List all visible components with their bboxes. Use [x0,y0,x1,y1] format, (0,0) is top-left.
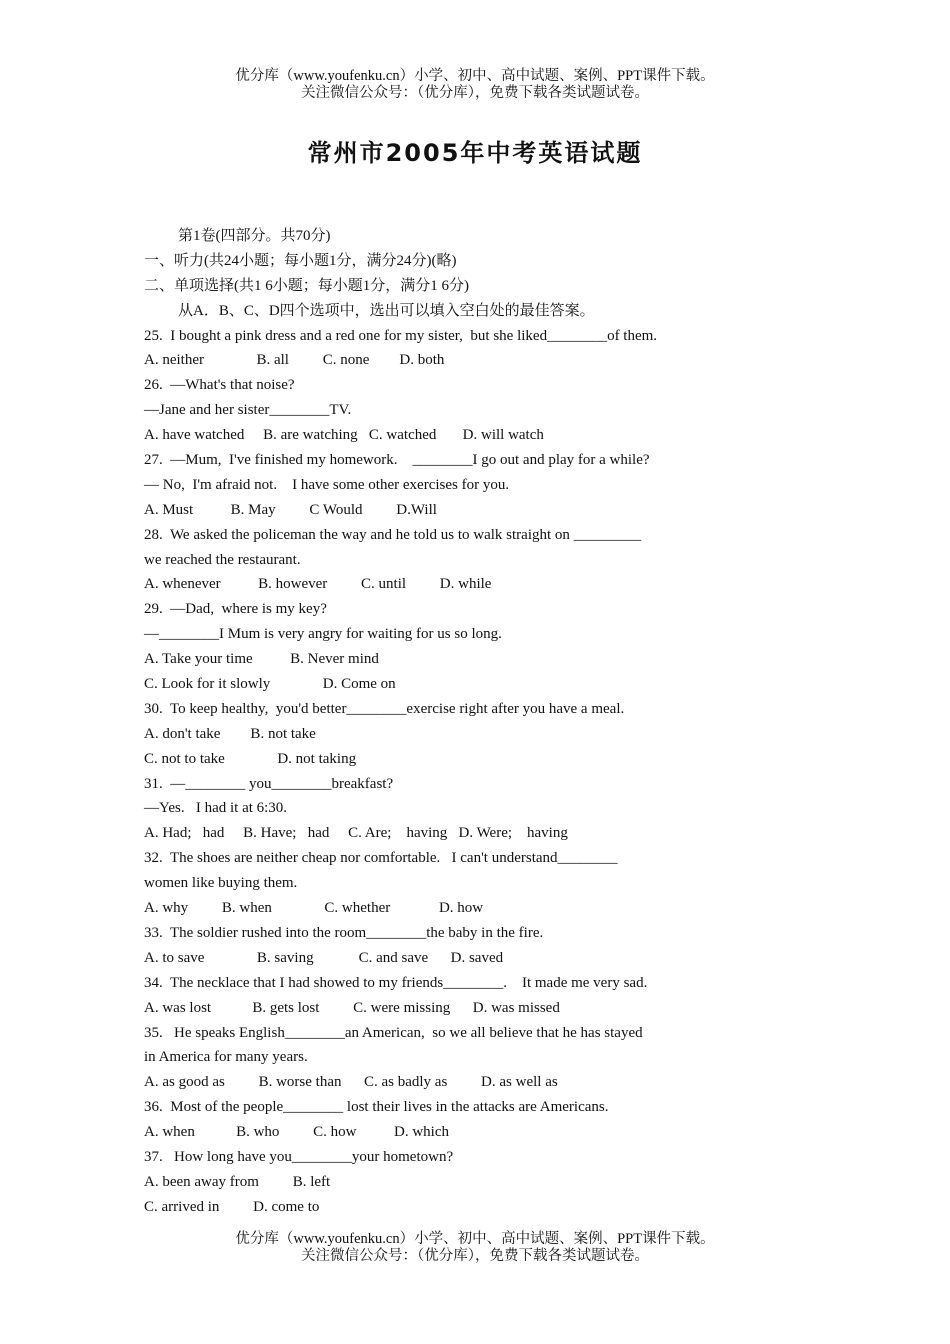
question-line: A. Take your time B. Never mind [144,651,379,668]
question-line: 30. To keep healthy, you'd better________exercise right after you have a meal. [144,700,625,717]
question-line: 27. —Mum, I've finished my homework. ________I go out and play for a while? [144,452,650,469]
question-line: 29. —Dad, where is my key? [144,601,327,618]
question-line: —Jane and her sister________TV. [144,402,352,419]
question-line: A. don't take B. not take [144,725,316,742]
exam-content [144,224,764,1220]
question-line: 28. We asked the policeman the way and he told us to walk straight on _________ [144,526,642,543]
question-line: —Yes. I had it at 6:30. [144,800,288,817]
page-title: 常州市2005年中考英语试题 [307,139,643,167]
question-line: A. Had; had B. Have; had C. Are; having D. Were; having [144,825,568,842]
header-line-1: 优分库（www.youfenku.cn）小学、初中、高中试题、案例、PPT课件下载。 [235,68,715,84]
question-line: 32. The shoes are neither cheap nor comfortable. I can't understand________ [144,850,618,867]
question-line: A. when B. who C. how D. which [144,1124,449,1141]
question-line: 26. —What's that noise? [144,377,295,394]
page-footer [0,1231,950,1265]
question-line: women like buying them. [144,875,298,892]
question-line: 37. How long have you________your hometown? [144,1148,454,1165]
footer-line-1: 优分库（www.youfenku.cn）小学、初中、高中试题、案例、PPT课件下载。 [235,1231,715,1247]
question-line: 33. The soldier rushed into the room________the baby in the fire. [144,924,544,941]
question-line: 25. I bought a pink dress and a red one for my sister, but she liked________of them. [144,327,658,344]
volume-heading: 第1卷(四部分。共70分) [178,228,331,244]
question-line: in America for many years. [144,1049,308,1066]
question-line: C. arrived in D. come to [144,1198,320,1215]
question-line: we reached the restaurant. [144,551,301,568]
question-line: A. been away from B. left [144,1173,331,1190]
question-line: — No, I'm afraid not. I have some other exercises for you. [144,476,510,493]
question-line: A. neither B. all C. none D. both [144,352,445,369]
question-line: 34. The necklace that I had showed to my friends________. It made me very sad. [144,974,648,991]
question-line: A. whenever B. however C. until D. while [144,576,492,593]
part-listening-heading: 一、听力(共24小题；每小题1分，满分24分)(略) [144,252,457,269]
question-line: C. not to take D. not taking [144,750,357,767]
question-list [144,324,764,1220]
question-line: A. why B. when C. whether D. how [144,900,484,917]
header-line-2: 关注微信公众号：（优分库），免费下载各类试题试卷。 [301,85,649,101]
question-line: A. have watched B. are watching C. watched D. will watch [144,427,544,444]
question-line: A. was lost B. gets lost C. were missing D. was missed [144,999,560,1016]
question-line: A. as good as B. worse than C. as badly as D. as well as [144,1074,558,1091]
question-line: C. Look for it slowly D. Come on [144,676,396,693]
question-line: A. to save B. saving C. and save D. saved [144,949,504,966]
question-line: 36. Most of the people________ lost their lives in the attacks are Americans. [144,1099,609,1116]
part-choice-heading: 二、单项选择(共1 6小题；每小题1分，满分1 6分) [144,277,469,294]
question-line: 35. He speaks English________an American, so we all believe that he has stayed [144,1024,643,1041]
question-line: 31. —________ you________breakfast? [144,775,394,792]
page-header [0,68,950,102]
question-line: —________I Mum is very angry for waiting for us so long. [144,626,502,643]
footer-line-2: 关注微信公众号：（优分库），免费下载各类试题试卷。 [301,1248,649,1264]
instruction-text: 从A．B、C、D四个选项中，选出可以填入空白处的最佳答案。 [178,302,595,319]
question-line: A. Must B. May C Would D.Will [144,501,437,518]
